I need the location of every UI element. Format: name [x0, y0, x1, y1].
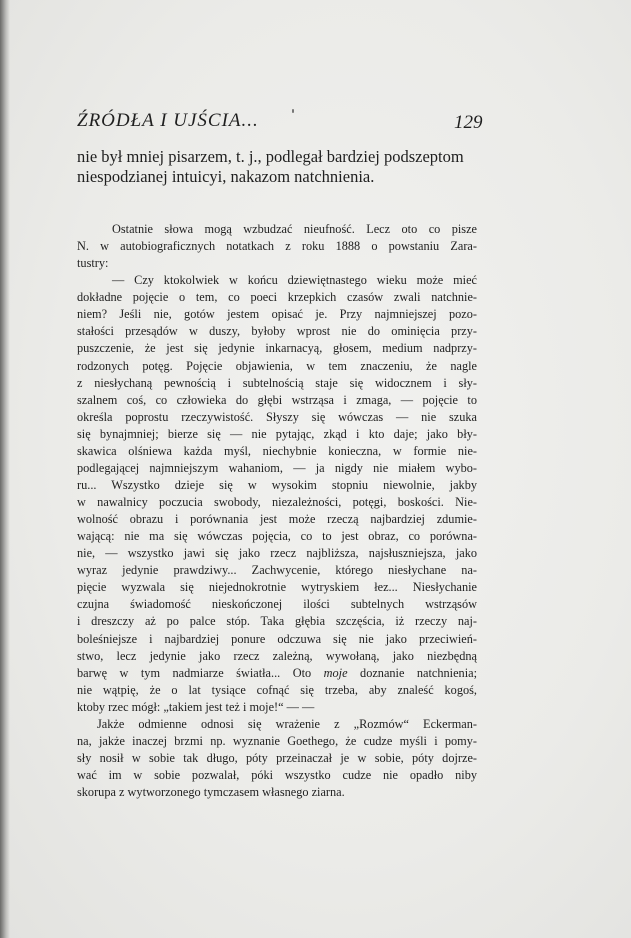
- text-line: stwo, lecz jedynie jako rzecz zależną, wywołaną, jako niezbędną: [77, 648, 477, 663]
- text-line: szalnem coś, co człowieka do głębi wstrząsa i zmaga, — pojęcie to: [77, 392, 477, 407]
- text-line: wyraz jedynie prawdziwy... Zachwycenie, którego niesłychane na-: [77, 563, 477, 578]
- text-line: Ostatnie słowa mogą wzbudzać nieufność. Lecz oto co pisze: [112, 222, 477, 236]
- text-line: nie, — wszystko jawi się jako rzecz najbliższa, najsłuszniejsza, jako: [77, 546, 477, 561]
- page-number: 129: [454, 112, 483, 133]
- text-line: ru... Wszystko dzieje się w wysokim stopniu niewolnie, jakby: [77, 477, 477, 492]
- text-line: nie był mniej pisarzem, t. j., podlegał bardziej podszeptom: [77, 147, 464, 166]
- text-line: tustry:: [77, 256, 109, 271]
- body-text: [77, 221, 477, 801]
- text-line: N. w autobiograficznych notatkach z roku 1888 o powstaniu Zara-: [77, 239, 477, 254]
- text-line: puszczenie, że jest się jedynie inkarnacyą, głosem, medium nadprzy-: [77, 341, 477, 356]
- text-line: na, jakże inaczej brzmi np. wyznanie Goethego, że cudze myśli i pomy-: [77, 733, 477, 748]
- text-line: niespodzianej intuicyi, nakazom natchnienia.: [77, 167, 375, 186]
- text-line: Jakże odmienne odnosi się wrażenie z „Rozmów“ Eckerman-: [97, 716, 477, 731]
- text-line: boleśniejsze i najbardziej ponure odczuwa się nie jako przeciwień-: [77, 631, 477, 646]
- text-line: określa poprostu rzeczywistość. Słyszy się wówczas — nie szuka: [77, 409, 477, 424]
- text-line: wolność obrazu i porównania jest może rzeczą najbardziej zdumie-: [77, 512, 477, 527]
- text-line: barwę w tym nadmiarze światła... Oto moje doznanie natchnienia;: [77, 665, 477, 680]
- text-line: dokładne pojęcie o tem, co poeci krzepkich czasów zwali natchnie-: [77, 290, 477, 305]
- text-line: się bynajmniej; bierze się — nie pytając, zkąd i kto daje; jako bły-: [77, 426, 477, 441]
- text-line: w nawalnicy poczucia swobody, niezależności, potęgi, boskości. Nie-: [77, 495, 477, 509]
- text-line: skorupa z wytworzonego tymczasem własnego ziarna.: [77, 785, 345, 800]
- emphasized-word: moje: [323, 665, 348, 680]
- text-line: nie wątpię, że o lat tysiące cofnąć się trzeba, aby znaleść kogoś,: [77, 682, 477, 697]
- text-line: i dreszczy aż po palce stóp. Taka głębia szczęścia, iż rzeczy naj-: [77, 614, 477, 629]
- running-title: ŹRÓDŁA I UJŚCIA...: [77, 110, 259, 131]
- text-line: ktoby rzec mógł: „takiem jest też i moje!“ — —: [77, 699, 315, 714]
- text-line: rodzonych potęg. Pojęcie objawienia, w tem znaczeniu, że nagle: [77, 358, 477, 373]
- text-line: sły nosił w sobie tak długo, póty przeinaczał je w sobie, póty dojrze-: [77, 750, 477, 765]
- continuation-paragraph: [77, 147, 477, 187]
- text-line: stałości przesądów w duszy, byłoby wprost nie do ominięcia przy-: [77, 324, 477, 339]
- text-line: — Czy ktokolwiek w końcu dziewiętnastego wieku może mieć: [112, 273, 477, 288]
- text-line: wającą: nie ma się wówczas pojęcia, co to jest obraz, co porówna-: [77, 529, 477, 544]
- text-line: podlegającej najmniejszym wahaniom, — ja nigdy nie miałem wybo-: [77, 460, 477, 475]
- text-line: skawica olśniewa każda myśl, niechybnie konieczna, w formie nie-: [77, 443, 477, 458]
- text-line: wać im w sobie pozwalał, póki wszystko cudze nie opadło niby: [77, 768, 477, 782]
- text-line: pięcie wyzwala się niejednokrotnie wytryskiem łez... Niesłychanie: [77, 580, 477, 595]
- text-line: niem? Jeśli nie, gotów jestem opisać je. Przy najmniejszej pozo-: [77, 307, 477, 322]
- ink-speck: [292, 109, 294, 113]
- text-line: czujna świadomość nieskończonej ilości subtelnych wstrząsów: [77, 597, 477, 612]
- page-gutter-shadow: [0, 0, 10, 938]
- text-line: z niesłychaną pewnością i subtelnością staje się widocznem i sły-: [77, 375, 477, 390]
